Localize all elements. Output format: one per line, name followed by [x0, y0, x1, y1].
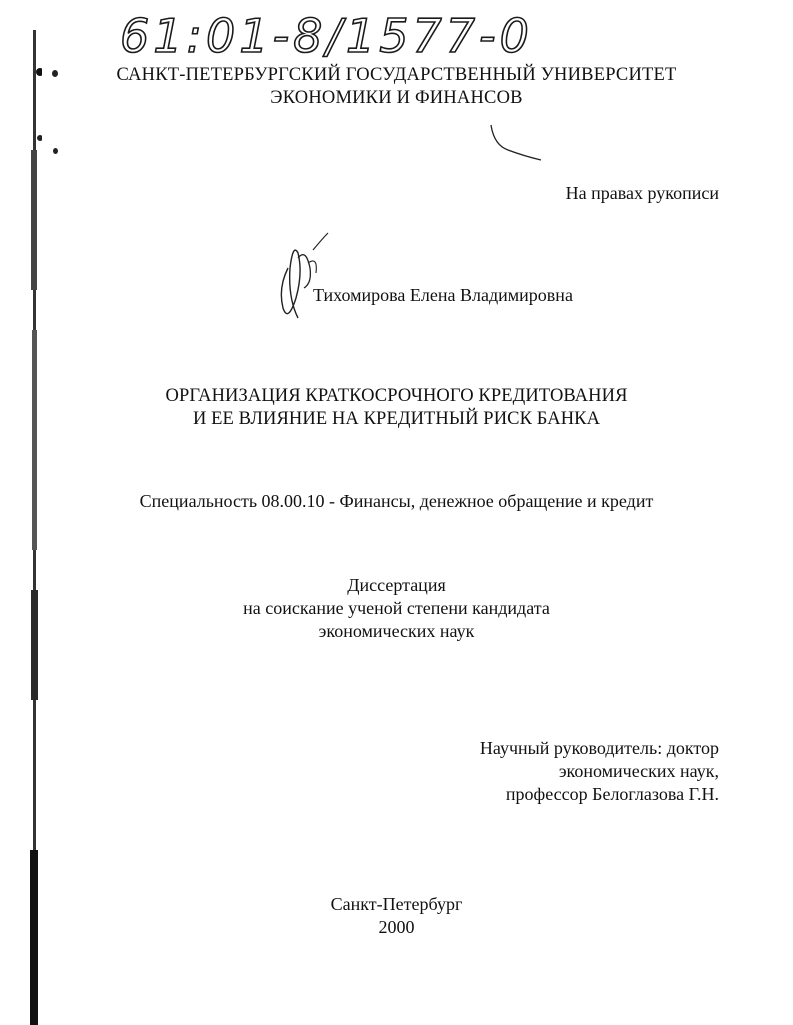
- binding-edge: [28, 30, 42, 1025]
- specialty: Специальность 08.00.10 - Финансы, денежное обращение и кредит: [139, 491, 654, 511]
- supervisor-line1: Научный руководитель: доктор: [479, 738, 719, 758]
- university-name-line1: САНКТ-ПЕТЕРБУРГСКИЙ ГОСУДАРСТВЕННЫЙ УНИВЕРСИТЕТ: [116, 65, 677, 85]
- university-name-line2: ЭКОНОМИКИ И ФИНАНСОВ: [270, 88, 523, 108]
- city: Санкт-Петербург: [330, 894, 463, 914]
- archive-code-handwritten: [120, 0, 570, 64]
- author-signature: [268, 228, 338, 328]
- scan-speck: [53, 148, 58, 154]
- dissertation-title-line1: ОРГАНИЗАЦИЯ КРАТКОСРОЧНОГО КРЕДИТОВАНИЯ: [165, 386, 628, 406]
- scan-speck: [52, 70, 58, 77]
- supervisor-line3: профессор Белоглазова Г.Н.: [505, 784, 719, 804]
- pen-mark: [486, 120, 546, 165]
- author-name: Тихомирова Елена Владимировна: [313, 285, 573, 305]
- dissertation-type-line1: Диссертация: [347, 575, 446, 595]
- supervisor-block: [480, 737, 719, 806]
- dissertation-type-line3: экономических наук: [318, 621, 475, 641]
- year: 2000: [378, 917, 415, 937]
- manuscript-note: На правах рукописи: [565, 183, 719, 203]
- supervisor-line2: экономических наук,: [558, 761, 719, 781]
- archive-code-text: 61:01-8/1577-0: [120, 9, 533, 63]
- dissertation-type-line2: на соискание ученой степени кандидата: [243, 598, 550, 618]
- dissertation-title-line2: И ЕЕ ВЛИЯНИЕ НА КРЕДИТНЫЙ РИСК БАНКА: [192, 409, 601, 429]
